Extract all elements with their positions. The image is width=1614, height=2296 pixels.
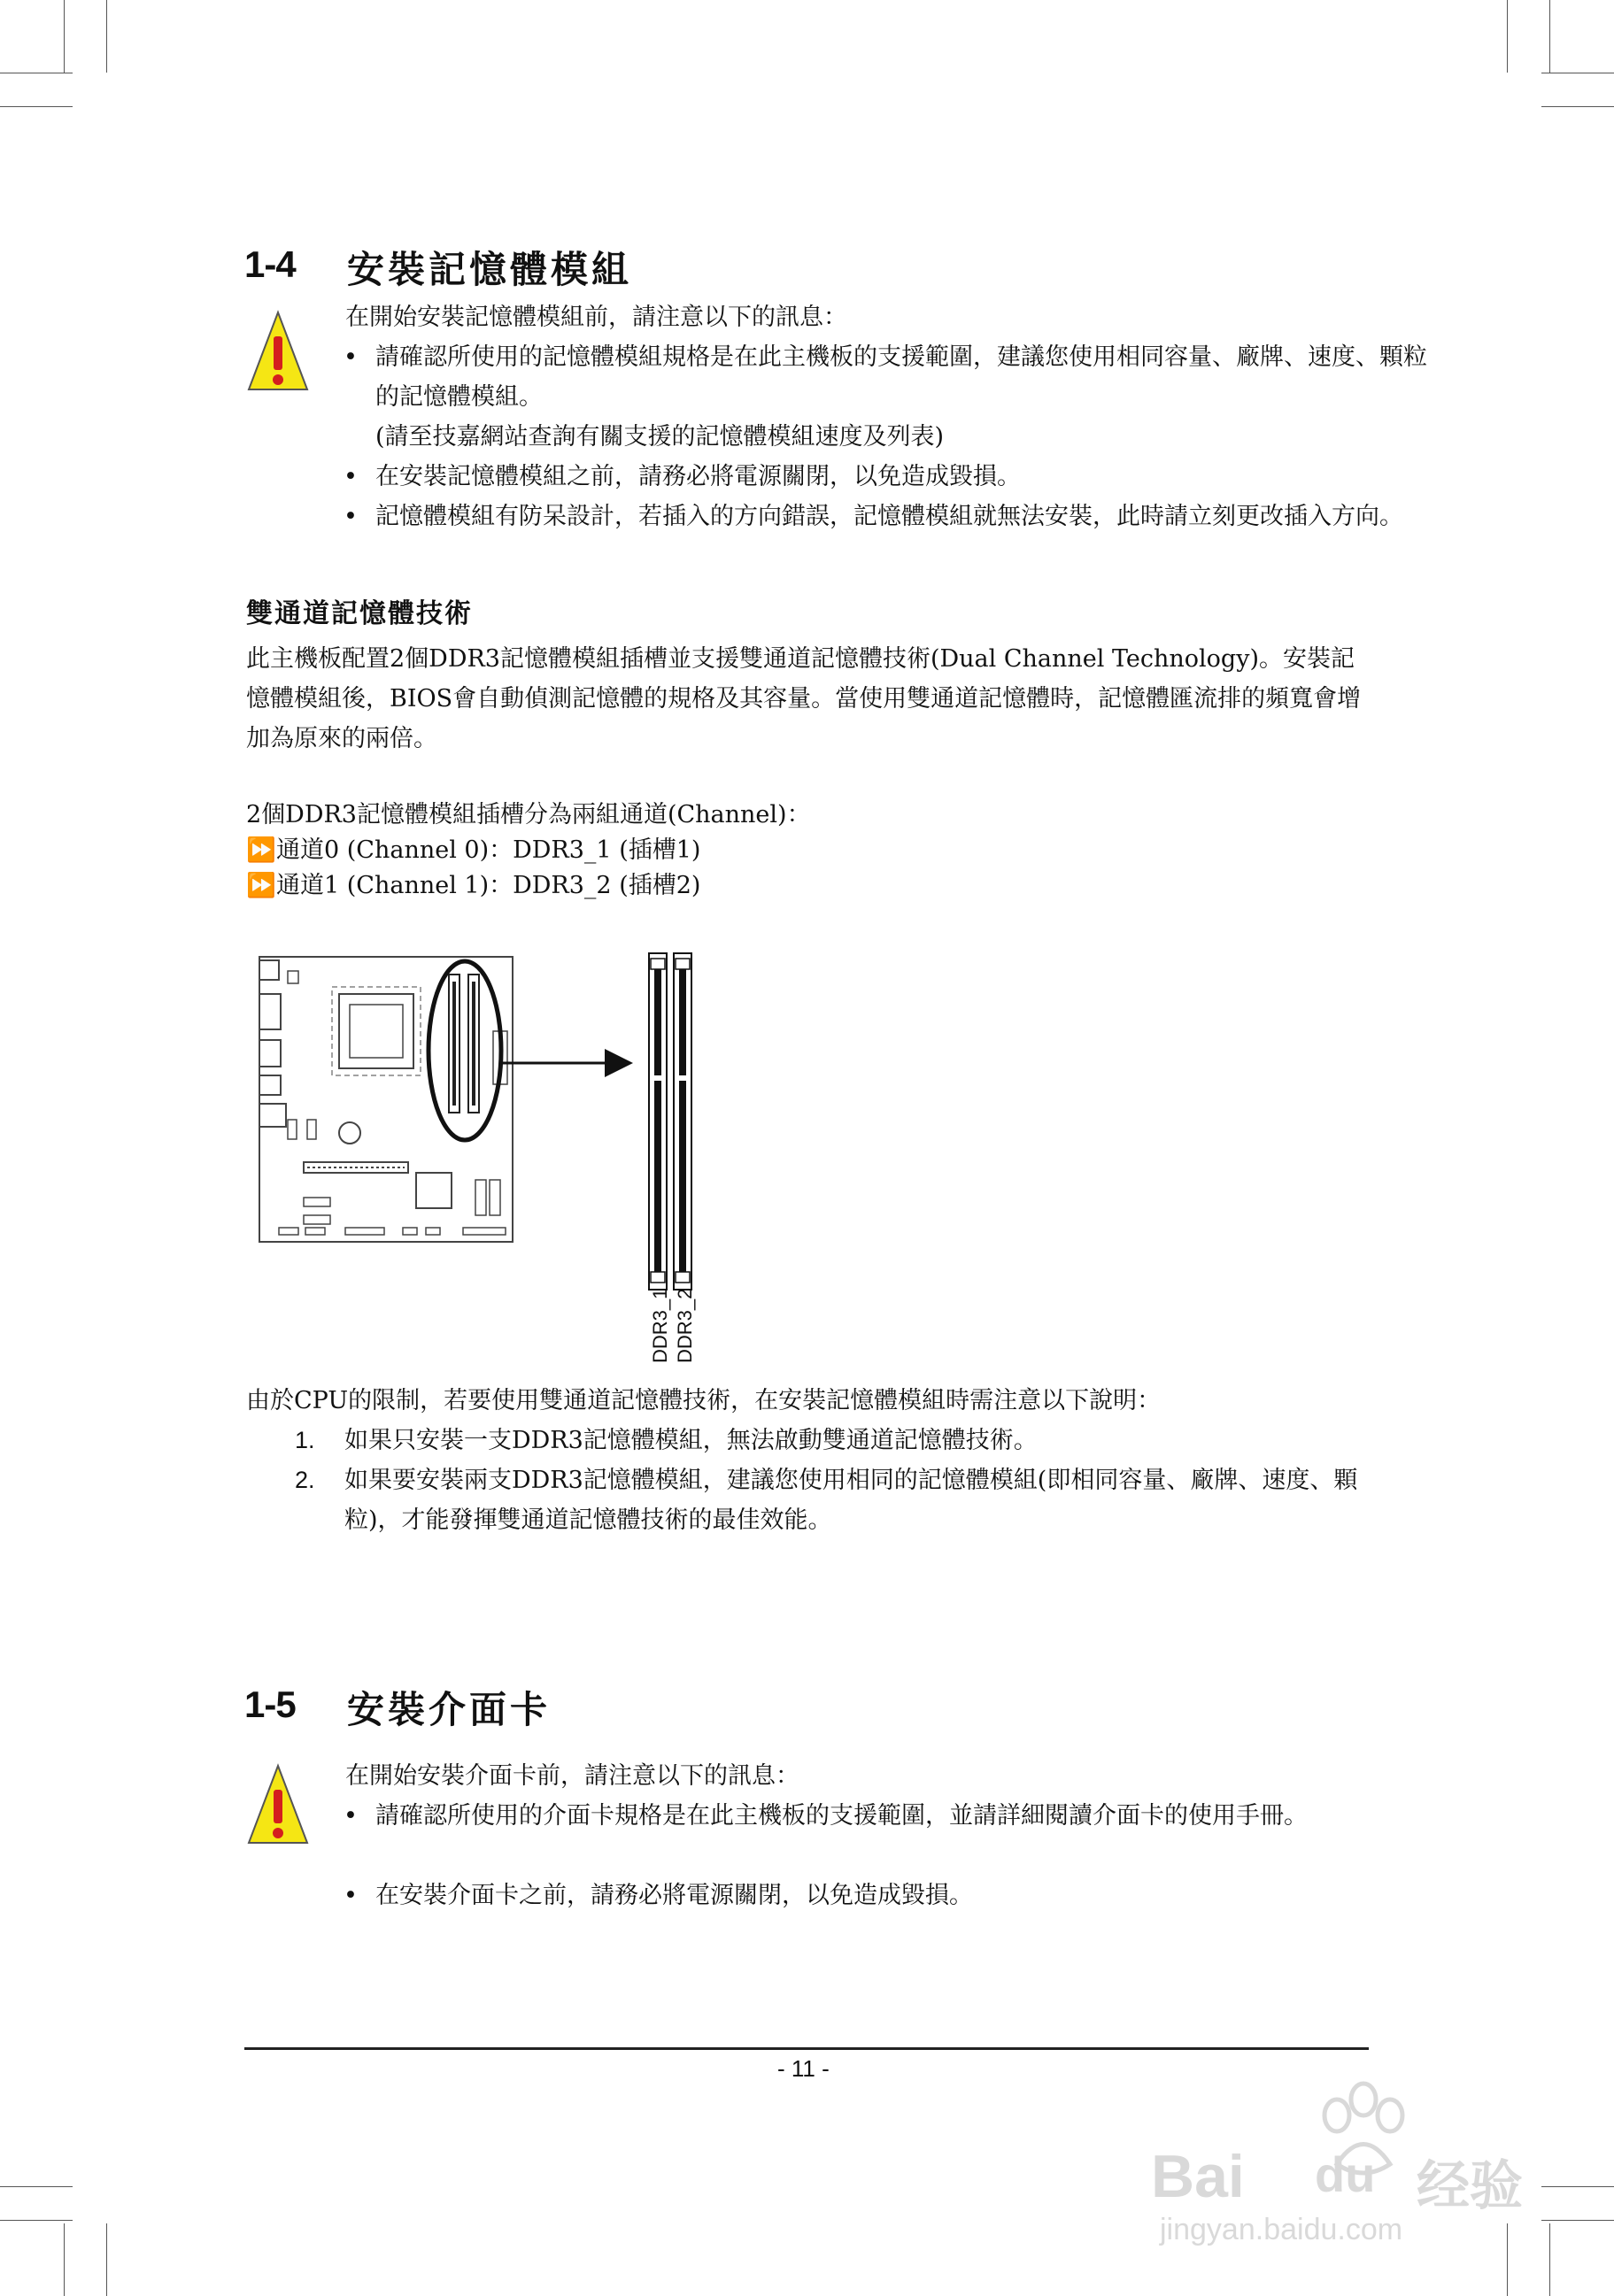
bullet-text: 在安裝記憶體模組之前，請務必將電源關閉，以免造成毀損。 [375, 463, 1021, 490]
crop-mark [1507, 0, 1508, 73]
bullet-icon: • [344, 343, 358, 371]
bullet-icon: • [344, 503, 358, 530]
crop-mark [0, 2220, 73, 2221]
watermark-brand-suffix: du [1315, 2146, 1376, 2202]
crop-mark [1549, 0, 1550, 73]
channels-intro: 2個DDR3記憶體模組插槽分為兩組通道(Channel)： [246, 801, 811, 828]
section-number: 1-4 [244, 243, 296, 285]
warning-intro: 在開始安裝介面卡前，請注意以下的訊息： [345, 1762, 799, 1790]
list-text: 如果只安裝一支DDR3記憶體模組，無法啟動雙通道記憶體技術。 [344, 1427, 1038, 1454]
channel-item [246, 868, 700, 904]
crop-mark [1541, 2220, 1614, 2221]
page-number: - 11 - [777, 2055, 830, 2082]
section-number: 1-5 [244, 1683, 296, 1725]
watermark-product: 经验 [1417, 2156, 1523, 2215]
bullet-text: 請確認所使用的介面卡規格是在此主機板的支援範圍，並請詳細閱讀介面卡的使用手冊。 [375, 1802, 1308, 1830]
list-item [344, 1796, 1433, 1876]
cpu-note-intro: 由於CPU的限制，若要使用雙通道記憶體技術，在安裝記憶體模組時需注意以下說明： [246, 1387, 1162, 1414]
watermark-brand: Bai [1151, 2143, 1245, 2210]
bullet-icon: • [344, 1802, 358, 1830]
double-arrow-icon: ⏩ [246, 872, 276, 899]
crop-mark [106, 2223, 107, 2296]
warning-intro: 在開始安裝記憶體模組前，請注意以下的訊息： [345, 304, 847, 331]
motherboard-diagram [252, 952, 961, 1368]
bullet-text: 記憶體模組有防呆設計，若插入的方向錯誤，記憶體模組就無法安裝，此時請立刻更改插入方向。 [375, 503, 1403, 530]
subheading: 雙通道記憶體技術 [246, 598, 473, 629]
list-item [344, 1876, 1433, 1915]
watermark-url: jingyan.baidu.com [1160, 2213, 1403, 2246]
list-item [295, 1460, 1384, 1540]
crop-mark [64, 0, 65, 73]
channel-item [246, 833, 700, 868]
crop-mark [1541, 106, 1614, 107]
list-item [295, 1421, 1384, 1460]
slot-label: DDR3_2 [674, 1288, 696, 1363]
section-title: 安裝記憶體模組 [347, 248, 633, 291]
bullet-icon: • [344, 463, 358, 490]
crop-mark [0, 106, 73, 107]
bullet-icon: • [344, 1882, 358, 1909]
footer-rule [244, 2047, 1369, 2050]
list-number: 1. [295, 1427, 315, 1453]
crop-mark [1549, 2223, 1550, 2296]
dual-channel-paragraph: 此主機板配置2個DDR3記憶體模組插槽並支援雙通道記憶體技術(Dual Channel Technology)。安裝記憶體模組後，BIOS會自動偵測記憶體的規格及其容量。當使用雙通道記憶體時，記憶體匯流排的頻寬會增加為原來的兩倍。 [246, 645, 1362, 752]
warning-icon [246, 310, 310, 393]
crop-mark [106, 0, 107, 73]
double-arrow-icon: ⏩ [246, 836, 276, 864]
list-text: 如果要安裝兩支DDR3記憶體模組，建議您使用相同的記憶體模組(即相同容量、廠牌、速度、顆粒)，才能發揮雙通道記憶體技術的最佳效能。 [344, 1467, 1358, 1534]
channel-text: 通道0 (Channel 0)：DDR3_1 (插槽1) [276, 836, 701, 864]
warning-icon [246, 1763, 310, 1846]
list-item [344, 457, 1433, 497]
list-item [344, 337, 1433, 417]
baidu-watermark [1151, 2080, 1523, 2248]
bullet-text: 在安裝介面卡之前，請務必將電源關閉，以免造成毀損。 [375, 1882, 973, 1909]
bullet-text: 請確認所使用的記憶體模組規格是在此主機板的支援範圍，建議您使用相同容量、廠牌、速度、顆粒的記憶體模組。 [375, 343, 1427, 411]
list-item [344, 497, 1433, 576]
crop-mark [64, 2223, 65, 2296]
crop-mark [1541, 2186, 1614, 2187]
slot-label: DDR3_1 [649, 1288, 671, 1363]
list-number: 2. [295, 1467, 315, 1493]
bullet-note: (請至技嘉網站查詢有關支援的記憶體模組速度及列表) [375, 423, 945, 451]
channel-text: 通道1 (Channel 1)：DDR3_2 (插槽2) [276, 872, 701, 899]
crop-mark [0, 2186, 73, 2187]
section-title: 安裝介面卡 [347, 1688, 552, 1731]
